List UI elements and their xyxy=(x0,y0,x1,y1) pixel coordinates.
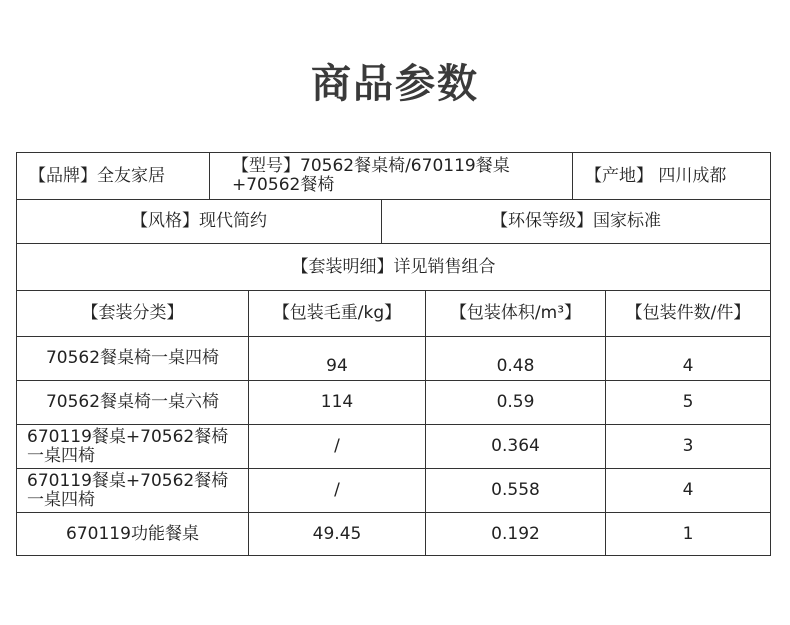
style-cell xyxy=(16,199,382,244)
model-text-line1: 【型号】70562餐桌椅/670119餐桌 xyxy=(232,156,510,176)
row-1-weight-text: 114 xyxy=(320,392,354,412)
model-text-line2: +70562餐椅 xyxy=(232,175,335,195)
eco-grade-cell xyxy=(381,199,771,244)
row-1-name-text: 70562餐桌椅一桌六椅 xyxy=(45,392,220,412)
row-1-count-text: 5 xyxy=(682,392,694,412)
row-0-weight-text: 94 xyxy=(326,356,348,376)
row-3-name xyxy=(16,468,249,513)
row-2-volume-text: 0.364 xyxy=(491,436,540,456)
brand-text: 【品牌】全友家居 xyxy=(29,165,165,186)
row-4-weight xyxy=(248,512,426,556)
header-weight-text: 【包装毛重/kg】 xyxy=(272,303,402,323)
row-1-volume xyxy=(425,380,606,425)
header-category-text: 【套装分类】 xyxy=(81,303,184,323)
model-cell xyxy=(209,152,573,200)
style-text: 【风格】现代简约 xyxy=(131,211,267,231)
row-1-volume-text: 0.59 xyxy=(496,392,535,412)
brand-cell xyxy=(16,152,210,200)
row-3-volume-text: 0.558 xyxy=(491,480,540,500)
set-detail-cell xyxy=(16,243,771,291)
row-4-volume xyxy=(425,512,606,556)
row-1-weight xyxy=(248,380,426,425)
page-title: 商品参数 xyxy=(311,61,479,107)
row-2-weight-text: / xyxy=(334,436,340,456)
row-0-weight xyxy=(248,336,426,381)
row-0-count xyxy=(605,336,771,381)
header-category xyxy=(16,290,249,337)
row-4-volume-text: 0.192 xyxy=(491,523,540,544)
row-2-volume xyxy=(425,424,606,469)
row-3-count xyxy=(605,468,771,513)
row-2-count xyxy=(605,424,771,469)
row-0-name-text: 70562餐桌椅一桌四椅 xyxy=(45,348,220,368)
row-4-name-text: 670119功能餐桌 xyxy=(66,523,199,544)
row-3-count-text: 4 xyxy=(682,480,694,500)
row-3-name-line2: 一桌四椅 xyxy=(27,489,95,510)
row-1-name xyxy=(16,380,249,425)
header-count-text: 【包装件数/件】 xyxy=(625,303,751,323)
row-3-weight-text: / xyxy=(334,480,340,500)
row-2-name xyxy=(16,424,249,469)
row-4-weight-text: 49.45 xyxy=(312,523,362,544)
header-volume-text: 【包装体积/m³】 xyxy=(449,303,582,323)
header-volume xyxy=(425,290,606,337)
row-2-weight xyxy=(248,424,426,469)
row-2-count-text: 3 xyxy=(682,436,694,456)
row-3-name-line1: 670119餐桌+70562餐椅 xyxy=(27,470,229,491)
row-4-name xyxy=(16,512,249,556)
row-4-count xyxy=(605,512,771,556)
eco-grade-text: 【环保等级】国家标准 xyxy=(491,211,661,231)
row-3-weight xyxy=(248,468,426,513)
row-0-count-text: 4 xyxy=(682,356,694,376)
header-weight xyxy=(248,290,426,337)
row-4-count-text: 1 xyxy=(682,523,694,544)
origin-cell xyxy=(572,152,771,200)
row-3-volume xyxy=(425,468,606,513)
row-0-name xyxy=(16,336,249,381)
origin-text: 【产地】 四川成都 xyxy=(585,165,727,186)
row-2-name-line1: 670119餐桌+70562餐椅 xyxy=(27,426,229,447)
row-1-count xyxy=(605,380,771,425)
header-count xyxy=(605,290,771,337)
row-0-volume-text: 0.48 xyxy=(496,356,535,376)
set-detail-text: 【套装明细】详见销售组合 xyxy=(291,256,496,277)
row-0-volume xyxy=(425,336,606,381)
row-2-name-line2: 一桌四椅 xyxy=(27,445,95,466)
